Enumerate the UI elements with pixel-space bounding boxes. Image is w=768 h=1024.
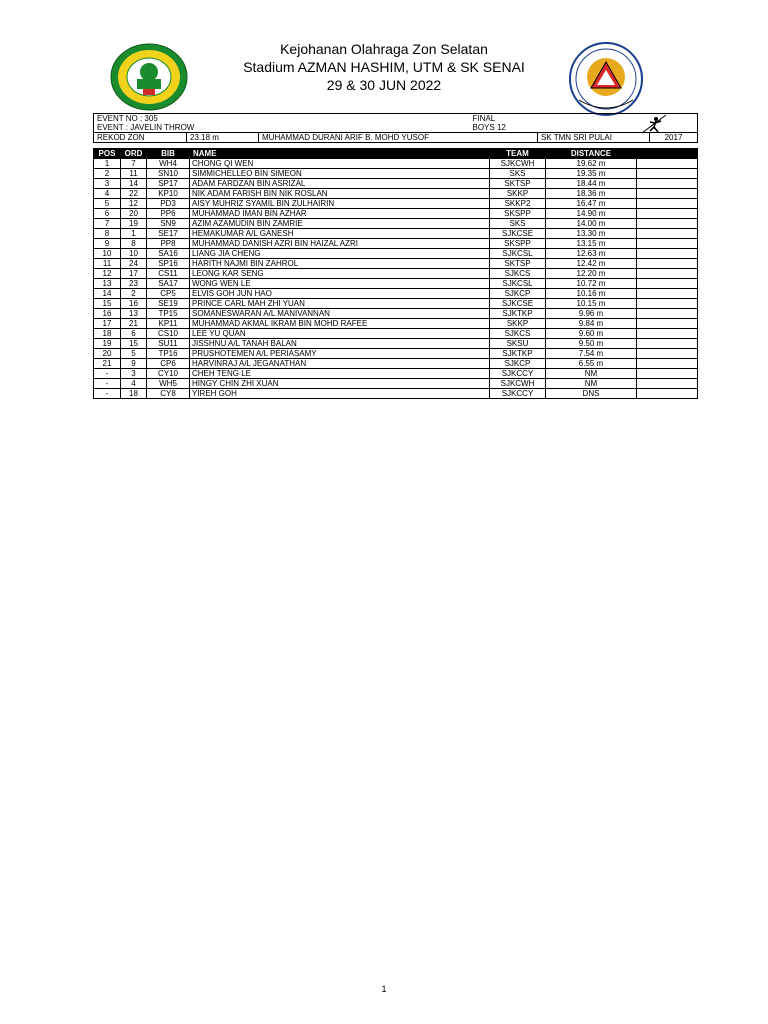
- cell-name: CHEH TENG LE: [190, 369, 490, 379]
- cell-bib: SP16: [147, 259, 190, 269]
- cell-pos: 5: [94, 199, 121, 209]
- cell-bib: SA17: [147, 279, 190, 289]
- cell-team: SKKP: [490, 319, 546, 329]
- cell-team: SKKP2: [490, 199, 546, 209]
- cell-name: AZIM AZAMUDIN BIN ZAMRIE: [190, 219, 490, 229]
- cell-pos: 12: [94, 269, 121, 279]
- cell-name: WONG WEN LE: [190, 279, 490, 289]
- cell-distance: 13.30 m: [546, 229, 637, 239]
- event-round: FINAL: [472, 114, 496, 123]
- column-header-bib: BIB: [147, 149, 190, 159]
- cell-team: SJKCS: [490, 329, 546, 339]
- table-row: [94, 379, 698, 389]
- cell-distance: 10.16 m: [546, 289, 637, 299]
- cell-name: PRUSHOTEMEN A/L PERIASAMY: [190, 349, 490, 359]
- cell-team: SJKTKP: [490, 309, 546, 319]
- cell-team: SJKCCY: [490, 369, 546, 379]
- cell-bib: SN10: [147, 169, 190, 179]
- cell-distance: 14.90 m: [546, 209, 637, 219]
- page-number: 1: [381, 984, 387, 994]
- table-row: [94, 179, 698, 189]
- cell-name: SOMANESWARAN A/L MANIVANNAN: [190, 309, 490, 319]
- cell-bib: CP6: [147, 359, 190, 369]
- cell-distance: 18.36 m: [546, 189, 637, 199]
- cell-name: LIANG JIA CHENG: [190, 249, 490, 259]
- cell-name: PRINCE CARL MAH ZHI YUAN: [190, 299, 490, 309]
- table-row: [94, 209, 698, 219]
- cell-blank: [637, 189, 698, 199]
- cell-team: SJKCP: [490, 359, 546, 369]
- cell-name: NIK ADAM FARISH BIN NIK ROSLAN: [190, 189, 490, 199]
- event-number: EVENT NO : 305: [97, 114, 158, 123]
- cell-ord: 15: [121, 339, 147, 349]
- cell-ord: 16: [121, 299, 147, 309]
- cell-blank: [637, 239, 698, 249]
- cell-blank: [637, 289, 698, 299]
- cell-pos: 10: [94, 249, 121, 259]
- cell-bib: PD3: [147, 199, 190, 209]
- results-header-row: [94, 149, 698, 159]
- cell-bib: CS10: [147, 329, 190, 339]
- table-row: [94, 339, 698, 349]
- cell-blank: [637, 179, 698, 189]
- table-row: [94, 389, 698, 399]
- cell-team: SJKCCY: [490, 389, 546, 399]
- cell-blank: [637, 159, 698, 169]
- table-row: [94, 369, 698, 379]
- table-row: [94, 319, 698, 329]
- cell-distance: 9.60 m: [546, 329, 637, 339]
- cell-blank: [637, 319, 698, 329]
- cell-name: HINGY CHIN ZHI XUAN: [190, 379, 490, 389]
- cell-pos: -: [94, 369, 121, 379]
- cell-team: SJKCWH: [490, 379, 546, 389]
- cell-distance: 9.50 m: [546, 339, 637, 349]
- column-header-team: TEAM: [490, 149, 546, 159]
- cell-bib: SN9: [147, 219, 190, 229]
- table-row: [94, 219, 698, 229]
- column-header-name: NAME: [190, 149, 490, 159]
- cell-team: SKKP: [490, 189, 546, 199]
- event-name: EVENT : JAVELIN THROW: [97, 123, 195, 132]
- column-header-blank: [637, 149, 698, 159]
- cell-bib: TP15: [147, 309, 190, 319]
- cell-team: SJKCSL: [490, 279, 546, 289]
- table-row: [94, 169, 698, 179]
- cell-distance: 12.42 m: [546, 259, 637, 269]
- cell-distance: 9.96 m: [546, 309, 637, 319]
- cell-team: SJKCWH: [490, 159, 546, 169]
- cell-pos: 8: [94, 229, 121, 239]
- cell-ord: 7: [121, 159, 147, 169]
- cell-pos: 18: [94, 329, 121, 339]
- column-header-ord: ORD: [121, 149, 147, 159]
- table-row: [94, 309, 698, 319]
- cell-name: HARVINRAJ A/L JEGANATHAN: [190, 359, 490, 369]
- cell-pos: -: [94, 379, 121, 389]
- table-row: [94, 159, 698, 169]
- cell-blank: [637, 309, 698, 319]
- cell-blank: [637, 269, 698, 279]
- cell-name: MUHAMMAD DANISH AZRI BIN HAIZAL AZRI: [190, 239, 490, 249]
- cell-distance: DNS: [546, 389, 637, 399]
- cell-pos: -: [94, 389, 121, 399]
- cell-ord: 19: [121, 219, 147, 229]
- cell-ord: 13: [121, 309, 147, 319]
- column-header-distance: DISTANCE: [546, 149, 637, 159]
- cell-name: MUHAMMAD IMAN BIN AZHAR: [190, 209, 490, 219]
- cell-pos: 15: [94, 299, 121, 309]
- competition-title: Kejohanan Olahraga Zon Selatan: [280, 41, 488, 57]
- cell-blank: [637, 229, 698, 239]
- cell-distance: 19.62 m: [546, 159, 637, 169]
- cell-blank: [637, 259, 698, 269]
- cell-pos: 2: [94, 169, 121, 179]
- cell-blank: [637, 329, 698, 339]
- cell-blank: [637, 379, 698, 389]
- cell-name: SIMMICHELLEO BIN SIMEON: [190, 169, 490, 179]
- table-row: [94, 239, 698, 249]
- cell-bib: WH5: [147, 379, 190, 389]
- cell-pos: 11: [94, 259, 121, 269]
- cell-pos: 4: [94, 189, 121, 199]
- table-row: [94, 289, 698, 299]
- cell-name: MUHAMMAD AKMAL IKRAM BIN MOHD RAFEE: [190, 319, 490, 329]
- cell-team: SJKCSE: [490, 299, 546, 309]
- cell-blank: [637, 209, 698, 219]
- cell-ord: 3: [121, 369, 147, 379]
- cell-ord: 24: [121, 259, 147, 269]
- cell-bib: CY8: [147, 389, 190, 399]
- cell-blank: [637, 369, 698, 379]
- cell-name: ADAM FARDZAN BIN ASRIZAL: [190, 179, 490, 189]
- cell-pos: 14: [94, 289, 121, 299]
- cell-blank: [637, 199, 698, 209]
- cell-ord: 5: [121, 349, 147, 359]
- cell-bib: WH4: [147, 159, 190, 169]
- document-header: [0, 40, 768, 94]
- record-label: REKOD ZON: [94, 133, 187, 143]
- cell-blank: [637, 339, 698, 349]
- cell-team: SKTSP: [490, 259, 546, 269]
- cell-name: HEMAKUMAR A/L GANESH: [190, 229, 490, 239]
- cell-ord: 2: [121, 289, 147, 299]
- table-row: [94, 249, 698, 259]
- cell-team: SJKCSE: [490, 229, 546, 239]
- table-row: [94, 199, 698, 209]
- cell-team: SKSPP: [490, 239, 546, 249]
- cell-pos: 1: [94, 159, 121, 169]
- table-row: [94, 279, 698, 289]
- cell-bib: PP6: [147, 209, 190, 219]
- cell-ord: 20: [121, 209, 147, 219]
- cell-distance: 12.20 m: [546, 269, 637, 279]
- cell-bib: KP11: [147, 319, 190, 329]
- cell-team: SJKCSL: [490, 249, 546, 259]
- cell-team: SKSU: [490, 339, 546, 349]
- cell-name: YIREH GOH: [190, 389, 490, 399]
- cell-distance: 16.47 m: [546, 199, 637, 209]
- cell-name: CHONG QI WEN: [190, 159, 490, 169]
- cell-ord: 22: [121, 189, 147, 199]
- cell-ord: 18: [121, 389, 147, 399]
- cell-name: ELVIS GOH JUN HAO: [190, 289, 490, 299]
- cell-distance: 6.55 m: [546, 359, 637, 369]
- cell-bib: KP10: [147, 189, 190, 199]
- cell-team: SJKTKP: [490, 349, 546, 359]
- column-header-pos: POS: [94, 149, 121, 159]
- cell-ord: 17: [121, 269, 147, 279]
- cell-ord: 21: [121, 319, 147, 329]
- cell-name: JISSHNU A/L TANAH BALAN: [190, 339, 490, 349]
- cell-pos: 17: [94, 319, 121, 329]
- cell-ord: 1: [121, 229, 147, 239]
- cell-blank: [637, 349, 698, 359]
- cell-team: SJKCS: [490, 269, 546, 279]
- date-title: 29 & 30 JUN 2022: [326, 77, 442, 93]
- cell-ord: 9: [121, 359, 147, 369]
- table-row: [94, 349, 698, 359]
- cell-distance: 12.63 m: [546, 249, 637, 259]
- cell-bib: SE17: [147, 229, 190, 239]
- cell-distance: 7.54 m: [546, 349, 637, 359]
- table-row: [94, 269, 698, 279]
- event-info-table: [93, 113, 698, 143]
- record-school: SK TMN SRI PULAI: [538, 133, 650, 143]
- cell-blank: [637, 359, 698, 369]
- cell-pos: 3: [94, 179, 121, 189]
- cell-pos: 20: [94, 349, 121, 359]
- cell-bib: SU11: [147, 339, 190, 349]
- cell-bib: SP17: [147, 179, 190, 189]
- cell-bib: SE19: [147, 299, 190, 309]
- cell-distance: NM: [546, 369, 637, 379]
- cell-team: SKSPP: [490, 209, 546, 219]
- cell-pos: 9: [94, 239, 121, 249]
- record-distance: 23.18 m: [187, 133, 259, 143]
- cell-distance: NM: [546, 379, 637, 389]
- cell-bib: PP8: [147, 239, 190, 249]
- cell-pos: 13: [94, 279, 121, 289]
- cell-bib: SA16: [147, 249, 190, 259]
- cell-pos: 21: [94, 359, 121, 369]
- cell-ord: 12: [121, 199, 147, 209]
- cell-blank: [637, 249, 698, 259]
- cell-ord: 23: [121, 279, 147, 289]
- cell-ord: 11: [121, 169, 147, 179]
- cell-ord: 14: [121, 179, 147, 189]
- cell-team: SKS: [490, 169, 546, 179]
- cell-pos: 6: [94, 209, 121, 219]
- cell-ord: 4: [121, 379, 147, 389]
- cell-ord: 6: [121, 329, 147, 339]
- cell-team: SJKCP: [490, 289, 546, 299]
- cell-bib: CS11: [147, 269, 190, 279]
- cell-distance: 14.00 m: [546, 219, 637, 229]
- record-year: 2017: [650, 133, 698, 143]
- cell-bib: TP16: [147, 349, 190, 359]
- results-table: [93, 148, 698, 399]
- table-row: [94, 359, 698, 369]
- cell-distance: 10.72 m: [546, 279, 637, 289]
- cell-pos: 7: [94, 219, 121, 229]
- table-row: [94, 189, 698, 199]
- results-body: [94, 159, 698, 399]
- table-row: [94, 299, 698, 309]
- cell-blank: [637, 219, 698, 229]
- cell-pos: 19: [94, 339, 121, 349]
- cell-distance: 13.15 m: [546, 239, 637, 249]
- table-row: [94, 229, 698, 239]
- cell-name: HARITH NAJMI BIN ZAHROL: [190, 259, 490, 269]
- cell-name: LEONG KAR SENG: [190, 269, 490, 279]
- cell-distance: 18.44 m: [546, 179, 637, 189]
- cell-name: AISY MUHRIZ SYAMIL BIN ZULHAIRIN: [190, 199, 490, 209]
- cell-team: SKTSP: [490, 179, 546, 189]
- cell-team: SKS: [490, 219, 546, 229]
- table-row: [94, 259, 698, 269]
- event-category: BOYS 12: [472, 123, 506, 132]
- venue-title: Stadium AZMAN HASHIM, UTM & SK SENAI: [243, 59, 525, 75]
- cell-ord: 10: [121, 249, 147, 259]
- cell-bib: CY10: [147, 369, 190, 379]
- cell-blank: [637, 169, 698, 179]
- cell-name: LEE YU QUAN: [190, 329, 490, 339]
- cell-distance: 19.35 m: [546, 169, 637, 179]
- record-row: [94, 133, 698, 143]
- cell-bib: CP5: [147, 289, 190, 299]
- cell-distance: 10.15 m: [546, 299, 637, 309]
- cell-blank: [637, 299, 698, 309]
- cell-ord: 8: [121, 239, 147, 249]
- cell-blank: [637, 279, 698, 289]
- table-row: [94, 329, 698, 339]
- cell-distance: 9.84 m: [546, 319, 637, 329]
- cell-blank: [637, 389, 698, 399]
- record-holder: MUHAMMAD DURANI ARIF B. MOHD YUSOF: [259, 133, 538, 143]
- cell-pos: 16: [94, 309, 121, 319]
